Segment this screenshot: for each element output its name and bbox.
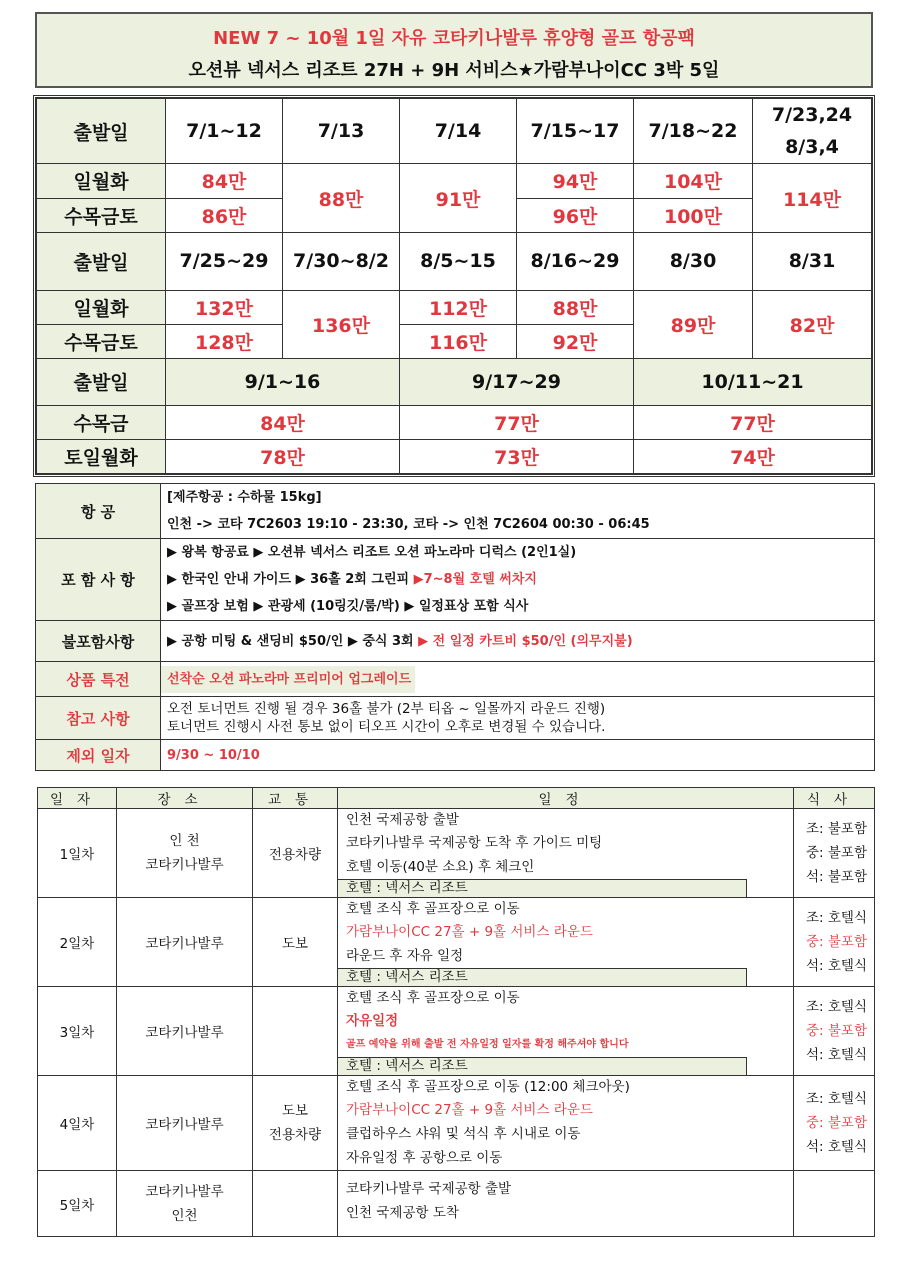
schedule-note: 골프 예약을 위해 출발 전 자유일정 일자를 확정 해주셔야 합니다 [346, 1039, 629, 1050]
include-label: 포 함 사 항 [36, 539, 161, 621]
schedule-line: 코타키나발루 국제공항 도착 후 가이드 미팅 [346, 835, 603, 851]
info-table [35, 483, 875, 771]
header-day: 일자 [38, 788, 117, 809]
flight-line: [제주항공 : 수하물 15kg] [167, 490, 322, 505]
date-cell: 7/14 [400, 99, 517, 164]
schedule-line: 호텔 조식 후 골프장으로 이동 (12:00 체크아웃) [346, 1079, 630, 1095]
transport-cell [253, 1171, 338, 1237]
price-cell: 92만 [517, 325, 634, 359]
price-cell: 86만 [166, 198, 283, 232]
exclusion-label: 제외 일자 [36, 740, 161, 771]
weekday-label: 수목금토 [37, 325, 166, 359]
day-cell: 3일차 [38, 987, 117, 1076]
price-table [33, 95, 875, 477]
hotel-line: 호텔 : 넥서스 리조트 [338, 968, 747, 986]
exclude-line [167, 628, 868, 655]
schedule-line: 호텔 조식 후 골프장으로 이동 [346, 901, 520, 917]
itinerary-table [37, 787, 875, 1237]
price-cell: 94만 [517, 164, 634, 198]
exclude-text: ▶ 공항 미팅 & 샌딩비 $50/인 ▶ 중식 3회 [167, 633, 419, 649]
meal-breakfast: 조: 불포함 [806, 821, 868, 837]
meal-lunch: 중: 불포함 [806, 1115, 868, 1131]
flight-info [161, 484, 875, 539]
schedule-cell [338, 1171, 794, 1237]
date-cell: 7/13 [283, 99, 400, 164]
price-cell: 114만 [753, 164, 872, 232]
date-cell: 7/18~22 [634, 99, 753, 164]
schedule-line: 인천 국제공항 출발 [346, 812, 459, 828]
meal-breakfast: 조: 호텔식 [806, 1091, 868, 1107]
weekday-label: 수목금토 [37, 198, 166, 232]
schedule-cell [338, 898, 794, 987]
meal-lunch: 중: 불포함 [806, 845, 868, 861]
meal-dinner: 석: 불포함 [806, 869, 868, 885]
date-cell: 7/30~8/2 [283, 232, 400, 290]
include-line: ▶ 골프장 보험 ▶ 관광세 (10링깃/룸/박) ▶ 일정표상 포함 식사 [167, 599, 529, 614]
weekday-label: 토일월화 [37, 439, 166, 473]
header-meal: 식사 [794, 788, 875, 809]
meal-lunch: 중: 불포함 [806, 1023, 868, 1039]
include-line: ▶ 왕복 항공료 ▶ 오션뷰 넥서스 리조트 오션 파노라마 디럭스 (2인1실) [167, 545, 577, 560]
schedule-line: 자유일정 후 공항으로 이동 [346, 1150, 503, 1166]
special-label: 상품 특전 [36, 662, 161, 697]
date-cell: 7/1~12 [166, 99, 283, 164]
header-place: 장소 [117, 788, 253, 809]
date-line: 7/23,24 [771, 104, 853, 127]
schedule-cell [338, 809, 794, 898]
hotel-line: 호텔 : 넥서스 리조트 [338, 879, 747, 897]
meal-dinner: 석: 호텔식 [806, 1139, 868, 1155]
day-cell: 1일차 [38, 809, 117, 898]
date-cell: 8/5~15 [400, 232, 517, 290]
date-cell: 10/11~21 [634, 359, 872, 405]
note-line: 토너먼트 진행시 사전 통보 없이 티오프 시간이 오후로 변경될 수 있습니다. [167, 719, 606, 735]
meal-lunch: 중: 불포함 [806, 934, 868, 950]
price-cell: 116만 [400, 325, 517, 359]
include-info [161, 539, 875, 621]
date-cell: 7/25~29 [166, 232, 283, 290]
place-cell: 코타키나발루 [117, 1076, 253, 1171]
meal-breakfast: 조: 호텔식 [806, 999, 868, 1015]
price-cell: 84만 [166, 164, 283, 198]
schedule-line: 인천 국제공항 도착 [346, 1205, 459, 1221]
note-info [161, 697, 875, 740]
exclude-info [161, 621, 875, 662]
place-cell: 코타키나발루 [117, 987, 253, 1076]
schedule-cell [338, 987, 794, 1076]
meal-cell [794, 809, 875, 898]
exclude-cart-fee: ▶ 전 일정 카트비 $50/인 (의무지불) [418, 633, 633, 649]
meal-dinner: 석: 호텔식 [806, 958, 868, 974]
special-info [161, 662, 875, 697]
transport-line: 도보 [281, 1103, 309, 1119]
schedule-line: 클럽하우스 샤워 및 석식 후 시내로 이동 [346, 1126, 581, 1142]
weekday-label: 일월화 [37, 164, 166, 198]
title-line2: 오션뷰 넥서스 리조트 27H + 9H 서비스★가람부나이CC 3박 5일 [188, 60, 720, 81]
departure-label: 출발일 [37, 232, 166, 290]
exclusion-dates: 9/30 ~ 10/10 [161, 740, 875, 771]
special-text: 선착순 오션 파노라마 프리미어 업그레이드 [161, 666, 415, 693]
header-transport: 교통 [253, 788, 338, 809]
price-cell: 96만 [517, 198, 634, 232]
meal-breakfast: 조: 호텔식 [806, 910, 868, 926]
place-cell [117, 1171, 253, 1237]
place-line: 코타키나발루 [145, 857, 224, 873]
title-line1: NEW 7 ~ 10월 1일 자유 코타키나발루 휴양형 골프 항공팩 [213, 28, 695, 49]
place-cell: 코타키나발루 [117, 898, 253, 987]
note-label: 참고 사항 [36, 697, 161, 740]
meal-cell [794, 987, 875, 1076]
price-cell: 78만 [166, 439, 400, 473]
price-cell: 88만 [517, 290, 634, 324]
schedule-line: 가람부나이CC 27홀 + 9홀 서비스 라운드 [346, 924, 593, 940]
date-cell: 9/17~29 [400, 359, 634, 405]
schedule-line: 호텔 이동(40분 소요) 후 체크인 [346, 859, 535, 875]
transport-cell: 도보 [253, 898, 338, 987]
meal-cell [794, 1076, 875, 1171]
price-cell: 89만 [634, 290, 753, 358]
schedule-line: 가람부나이CC 27홀 + 9홀 서비스 라운드 [346, 1102, 593, 1118]
schedule-cell [338, 1076, 794, 1171]
date-cell: 8/30 [634, 232, 753, 290]
transport-cell [253, 987, 338, 1076]
schedule-line: 라운드 후 자유 일정 [346, 948, 464, 964]
weekday-label: 수목금 [37, 405, 166, 439]
price-cell: 100만 [634, 198, 753, 232]
flight-line: 인천 -> 코타 7C2603 19:10 - 23:30, 코타 -> 인천 7C2604 00:30 - 06:45 [167, 517, 650, 532]
hotel-line: 호텔 : 넥서스 리조트 [338, 1057, 747, 1075]
price-cell: 84만 [166, 405, 400, 439]
date-cell: 8/31 [753, 232, 872, 290]
weekday-label: 일월화 [37, 290, 166, 324]
meal-cell [794, 898, 875, 987]
price-cell: 88만 [283, 164, 400, 232]
meal-cell [794, 1171, 875, 1237]
date-cell [753, 99, 872, 164]
price-cell: 77만 [400, 405, 634, 439]
day-cell: 2일차 [38, 898, 117, 987]
schedule-line: 코타키나발루 국제공항 출발 [346, 1181, 512, 1197]
date-cell: 9/1~16 [166, 359, 400, 405]
meal-dinner: 석: 호텔식 [806, 1047, 868, 1063]
flight-label: 항 공 [36, 484, 161, 539]
place-line: 인 천 [169, 833, 200, 849]
transport-line: 전용차량 [268, 1127, 322, 1143]
price-cell: 104만 [634, 164, 753, 198]
price-cell: 74만 [634, 439, 872, 473]
day-cell: 4일차 [38, 1076, 117, 1171]
departure-label: 출발일 [37, 359, 166, 405]
schedule-line: 호텔 조식 후 골프장으로 이동 [346, 990, 520, 1006]
note-line: 오전 토너먼트 진행 될 경우 36홀 불가 (2부 티옵 ~ 일몰까지 라운드 진행) [167, 701, 606, 717]
price-cell: 82만 [753, 290, 872, 358]
include-text: ▶ 한국인 안내 가이드 ▶ 36홀 2회 그린피 [167, 572, 414, 587]
schedule-line: 자유일정 [346, 1013, 399, 1029]
title-box [35, 12, 873, 88]
price-cell: 132만 [166, 290, 283, 324]
header-schedule: 일정 [338, 788, 794, 809]
price-cell: 112만 [400, 290, 517, 324]
place-line: 코타키나발루 [145, 1183, 224, 1200]
price-cell: 128만 [166, 325, 283, 359]
price-cell: 73만 [400, 439, 634, 473]
transport-cell [253, 1076, 338, 1171]
date-cell: 8/16~29 [517, 232, 634, 290]
place-line: 인천 [171, 1207, 198, 1224]
transport-cell: 전용차량 [253, 809, 338, 898]
date-line: 8/3,4 [785, 136, 839, 159]
exclude-label: 불포함사항 [36, 621, 161, 662]
price-cell: 136만 [283, 290, 400, 358]
place-cell [117, 809, 253, 898]
day-cell: 5일차 [38, 1171, 117, 1237]
departure-label: 출발일 [37, 99, 166, 164]
include-line [167, 566, 868, 593]
include-surcharge: ▶7~8월 호텔 써차지 [413, 572, 537, 587]
price-cell: 91만 [400, 164, 517, 232]
price-cell: 77만 [634, 405, 872, 439]
date-cell: 7/15~17 [517, 99, 634, 164]
